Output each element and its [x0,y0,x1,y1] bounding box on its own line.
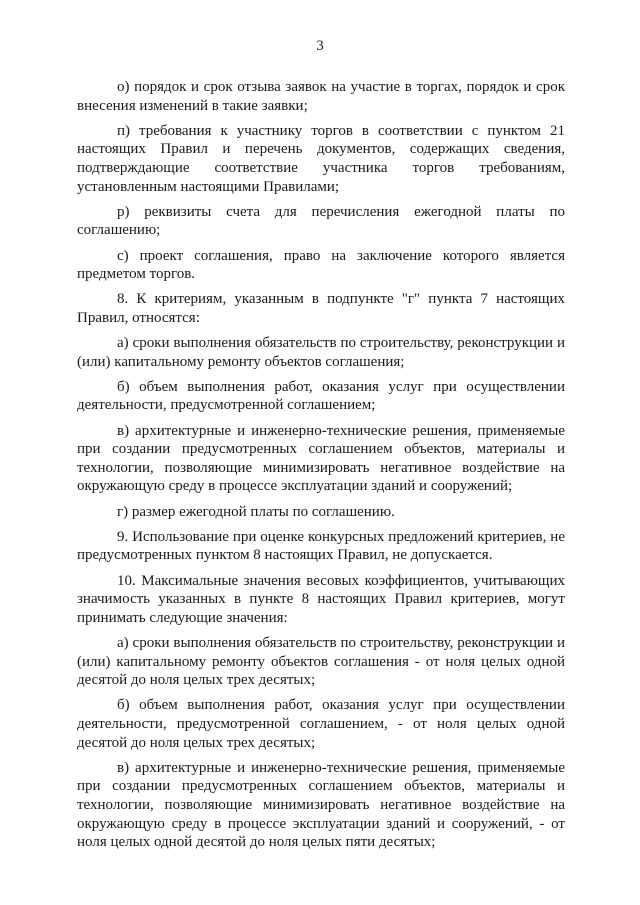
paragraph-item-9: 9. Использование при оценке конкурсных предложений критериев, не предусмотренных пунктом 8 настоящих Правил, не допускается. [77,528,565,564]
paragraph-r: р) реквизиты счета для перечисления ежегодной платы по соглашению; [77,203,565,239]
paragraph-item-10: 10. Максимальные значения весовых коэффициентов, учитывающих значимость указанных в пункте 8 настоящих Правил критериев, могут принимать следующие значения: [77,572,565,626]
paragraph-p: п) требования к участнику торгов в соответствии с пунктом 21 настоящих Правил и перечень документов, содержащих сведения, подтверждающие соответствие участника торгов требованиям, установленным настоящими Правилами; [77,122,565,195]
paragraph-8b: б) объем выполнения работ, оказания услуг при осуществлении деятельности, предусмотренной соглашением; [77,378,565,414]
paragraph-10a: а) сроки выполнения обязательств по строительству, реконструкции и (или) капитальному ремонту объектов соглашения - от ноля целых одной десятой до ноля целых трех десятых; [77,634,565,689]
paragraph-s: с) проект соглашения, право на заключение которого является предметом торгов. [77,247,565,283]
paragraph-o: о) порядок и срок отзыва заявок на участие в торгах, порядок и срок внесения изменений в такие заявки; [77,79,565,114]
paragraph-8a: а) сроки выполнения обязательств по строительству, реконструкции и (или) капитальному ремонту объектов соглашения; [77,335,565,370]
page-number: 3 [316,38,324,54]
paragraph-8v: в) архитектурные и инженерно-технические решения, применяемые при создании предусмотренных соглашением объектов, материалы и технологии, позволяющие минимизировать негативное воздействие на окружающую среду в процессе эксплуатации зданий и сооружений; [77,422,565,495]
paragraph-10b: б) объем выполнения работ, оказания услуг при осуществлении деятельности, предусмотренной соглашением, - от ноля целых одной десятой до ноля целых трех десятых; [77,697,565,751]
paragraph-8g: г) размер ежегодной платы по соглашению. [117,503,395,520]
document-body [77,78,565,858]
paragraph-10v: в) архитектурные и инженерно-технические решения, применяемые при создании предусмотренных соглашением объектов, материалы и технологии, позволяющие минимизировать негативное воздействие на окружающую среду в процессе эксплуатации зданий и сооружений, - от ноля целых одной десятой до ноля целых пяти десятых; [77,759,565,851]
paragraph-item-8: 8. К критериям, указанным в подпункте "г" пункта 7 настоящих Правил, относятся: [77,291,565,326]
